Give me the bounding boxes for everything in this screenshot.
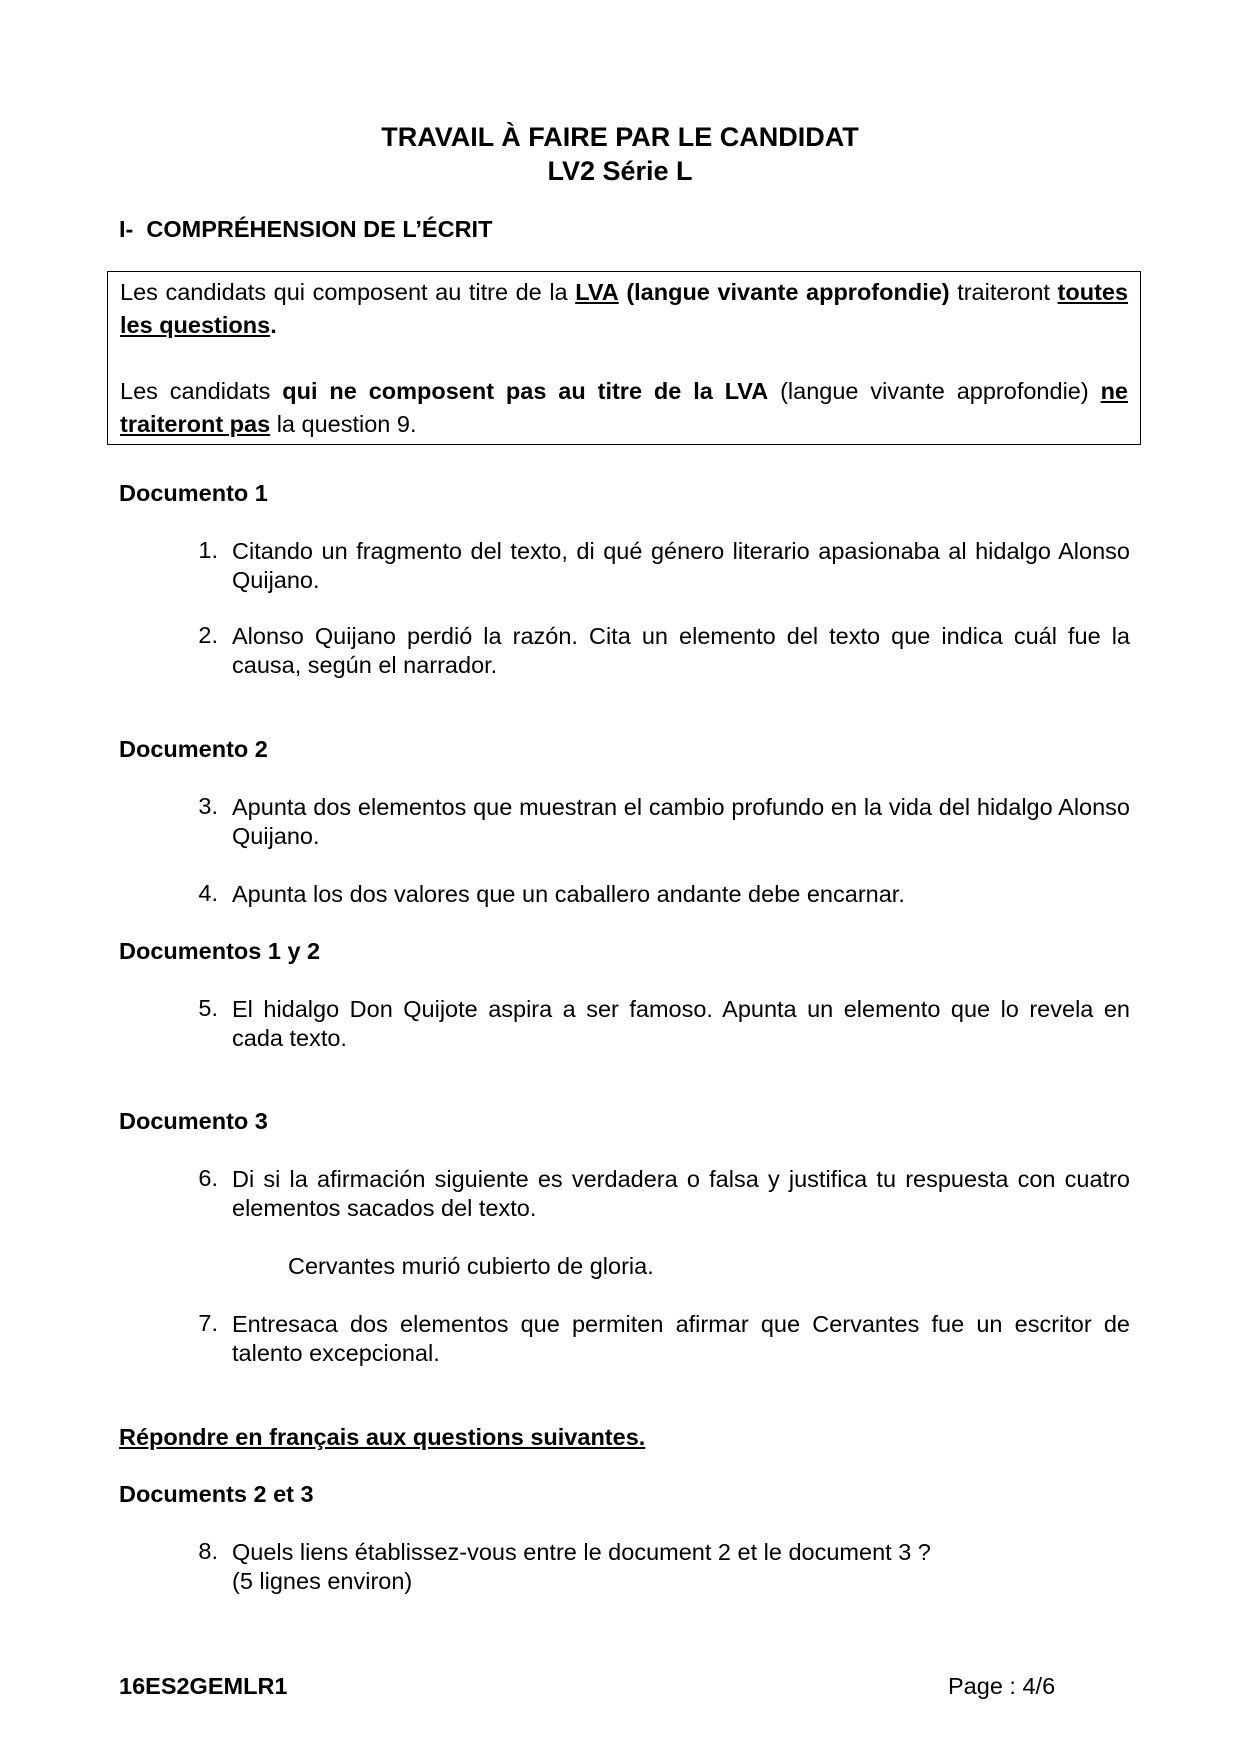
question-2: 2. Alonso Quijano perdió la razón. Cita un elemento del texto que indica cuál fue la causa, según el narrador. xyxy=(198,622,1130,678)
question-7: 7. Entresaca dos elementos que permiten afirmar que Cervantes fue un escritor de talento excepcional. xyxy=(198,1310,1130,1366)
question-5: 5. El hidalgo Don Quijote aspira a ser famoso. Apunta un elemento que lo revela en cada texto. xyxy=(198,995,1130,1051)
question-3: 3. Apunta dos elementos que muestran el cambio profundo en la vida del hidalgo Alonso Quijano. xyxy=(198,793,1130,849)
instructions-paragraph-non-lva: Les candidats qui ne composent pas au titre de la LVA (langue vivante approfondie) ne traiteront pas la question 9. xyxy=(120,378,1129,437)
documento-3-heading: Documento 3 xyxy=(119,1108,268,1134)
french-answer-instruction: Répondre en français aux questions suivantes. xyxy=(119,1424,646,1450)
documentos-1-y-2-heading: Documentos 1 y 2 xyxy=(119,938,321,964)
footer-page-number: Page : 4/6 xyxy=(948,1673,1056,1699)
footer-exam-code: 16ES2GEMLR1 xyxy=(119,1673,288,1699)
documento-2-heading: Documento 2 xyxy=(119,736,268,762)
question-1: 1. Citando un fragmento del texto, di qué género literario apasionaba al hidalgo Alonso Quijano. xyxy=(198,537,1130,593)
instructions-paragraph-lva: Les candidats qui composent au titre de la LVA (langue vivante approfondie) traiteront toutes les questions. xyxy=(120,279,1129,338)
page-subtitle: LV2 Série L xyxy=(547,156,693,186)
question-8: 8. Quels liens établissez-vous entre le document 2 et le document 3 ? (5 lignes environ) xyxy=(198,1538,931,1594)
documents-2-et-3-heading: Documents 2 et 3 xyxy=(119,1481,314,1507)
question-8-length-hint: (5 lignes environ) xyxy=(232,1568,413,1594)
question-6: 6. Di si la afirmación siguiente es verdadera o falsa y justifica tu respuesta con cuatro elementos sacados del texto. xyxy=(198,1165,1130,1221)
question-8-text: Quels liens établissez-vous entre le document 2 et le document 3 ? xyxy=(232,1539,931,1565)
section-heading: I- COMPRÉHENSION DE L’ÉCRIT xyxy=(119,216,493,242)
instructions-box xyxy=(107,271,1141,445)
statement-quote: Cervantes murió cubierto de gloria. xyxy=(288,1253,654,1279)
question-4: 4. Apunta los dos valores que un caballero andante debe encarnar. xyxy=(198,880,905,907)
documento-1-heading: Documento 1 xyxy=(119,480,268,506)
page-title: TRAVAIL À FAIRE PAR LE CANDIDAT xyxy=(381,122,859,152)
